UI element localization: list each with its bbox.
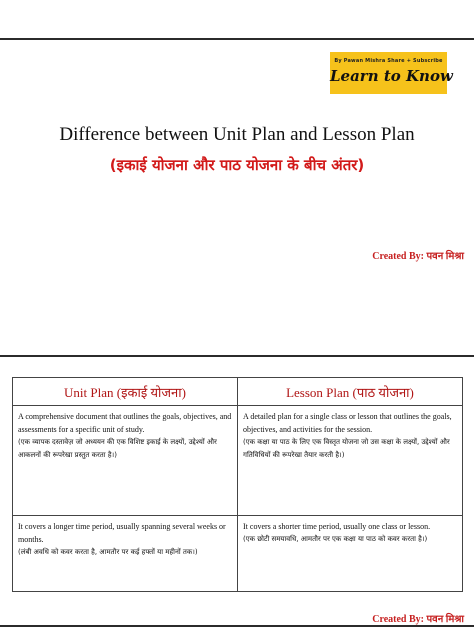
table-row [13, 406, 463, 516]
channel-badge [330, 52, 453, 94]
page-divider [0, 355, 474, 357]
badge-tagline: By Pawan Mishra Share + Subscribe [334, 58, 443, 64]
unit-plan-cell [13, 516, 238, 592]
table-row [13, 516, 463, 592]
comparison-table [12, 377, 463, 592]
creator-credit: Created By: पवन मिश्रा [372, 251, 464, 262]
lesson-plan-cell [238, 516, 463, 592]
lesson-plan-hindi: (एक कक्षा या पाठ के लिए एक विस्तृत योजना जो उस कक्षा के लक्ष्यों, उद्देश्यों और गतिविधियों की रूपरेखा तैयार करती है।) [243, 438, 450, 459]
page-title: Difference between Unit Plan and Lesson Plan [59, 124, 415, 145]
table-header-row [13, 378, 463, 406]
badge-title: Learn to Know [330, 67, 453, 85]
unit-plan-hindi: (लंबी अवधि को कवर करता है, आमतौर पर कई हफ्तों या महीनों तक।) [18, 548, 198, 556]
lesson-plan-cell [238, 406, 463, 516]
header-unit-plan: Unit Plan (इकाई योजना) [13, 378, 238, 406]
lesson-plan-english: It covers a shorter time period, usually one class or lesson. [243, 522, 431, 531]
bottom-divider [0, 625, 474, 627]
unit-plan-english: A comprehensive document that outlines the goals, objectives, and assessments for a specific unit of study. [18, 412, 232, 434]
lesson-plan-hindi: (एक छोटी समयावधि, आमतौर पर एक कक्षा या पाठ को कवर करता है।) [243, 535, 428, 543]
lesson-plan-english: A detailed plan for a single class or lesson that outlines the goals, objectives, and activities for the session. [243, 412, 452, 434]
creator-credit-footer: Created By: पवन मिश्रा [372, 614, 464, 625]
unit-plan-cell [13, 406, 238, 516]
top-divider [0, 38, 474, 40]
page-subtitle-hindi: (इकाई योजना और पाठ योजना के बीच अंतर) [109, 156, 365, 174]
unit-plan-english: It covers a longer time period, usually spanning several weeks or months. [18, 522, 226, 544]
unit-plan-hindi: (एक व्यापक दस्तावेज़ जो अध्ययन की एक विशिष्ट इकाई के लक्ष्यों, उद्देश्यों और आकलनों की रूपरेखा प्रस्तुत करता है।) [18, 438, 217, 459]
header-lesson-plan: Lesson Plan (पाठ योजना) [238, 378, 463, 406]
